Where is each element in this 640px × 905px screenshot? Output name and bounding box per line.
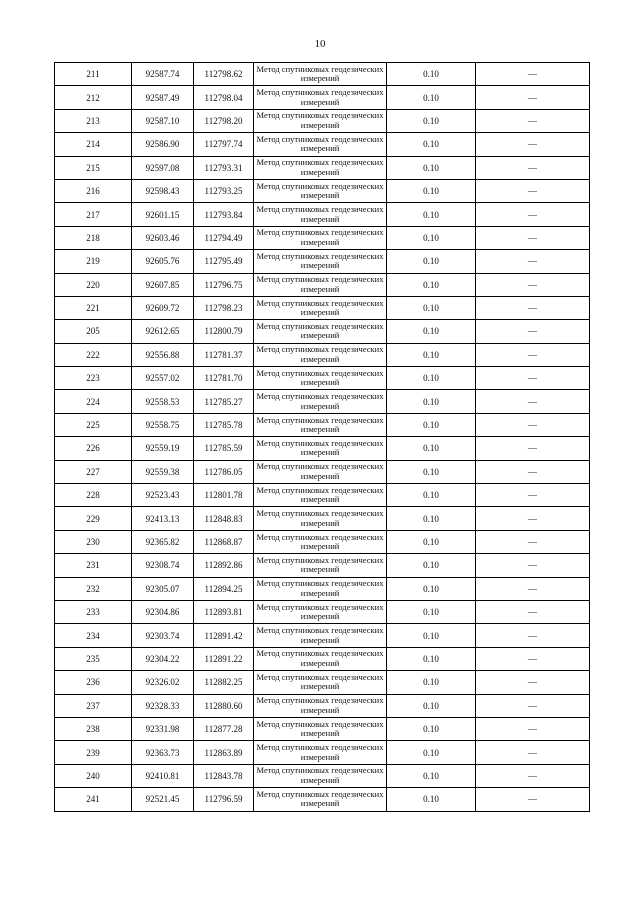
description-cell: — (476, 507, 590, 530)
table-row (55, 250, 590, 273)
description-cell: — (476, 624, 590, 647)
y-coordinate-cell: 112801.78 (194, 484, 254, 507)
accuracy-cell: 0.10 (387, 86, 476, 109)
point-number-cell: 241 (55, 788, 132, 811)
description-cell: — (476, 413, 590, 436)
method-cell: Метод спутниковых геодезических измерений (254, 156, 387, 179)
y-coordinate-cell: 112793.31 (194, 156, 254, 179)
point-number-cell: 216 (55, 179, 132, 202)
accuracy-cell: 0.10 (387, 624, 476, 647)
point-number-cell: 227 (55, 460, 132, 483)
method-cell: Метод спутниковых геодезических измерений (254, 741, 387, 764)
y-coordinate-cell: 112868.87 (194, 530, 254, 553)
x-coordinate-cell: 92607.85 (132, 273, 194, 296)
point-number-cell: 226 (55, 437, 132, 460)
accuracy-cell: 0.10 (387, 507, 476, 530)
x-coordinate-cell: 92304.86 (132, 600, 194, 623)
point-number-cell: 229 (55, 507, 132, 530)
accuracy-cell: 0.10 (387, 273, 476, 296)
accuracy-cell: 0.10 (387, 320, 476, 343)
accuracy-cell: 0.10 (387, 788, 476, 811)
y-coordinate-cell: 112848.83 (194, 507, 254, 530)
description-cell: — (476, 577, 590, 600)
y-coordinate-cell: 112796.59 (194, 788, 254, 811)
x-coordinate-cell: 92410.81 (132, 764, 194, 787)
table-row (55, 624, 590, 647)
method-cell: Метод спутниковых геодезических измерений (254, 624, 387, 647)
point-number-cell: 235 (55, 647, 132, 670)
method-cell: Метод спутниковых геодезических измерений (254, 86, 387, 109)
point-number-cell: 211 (55, 63, 132, 86)
accuracy-cell: 0.10 (387, 63, 476, 86)
table-row (55, 343, 590, 366)
description-cell: — (476, 694, 590, 717)
y-coordinate-cell: 112891.42 (194, 624, 254, 647)
x-coordinate-cell: 92586.90 (132, 133, 194, 156)
x-coordinate-cell: 92609.72 (132, 296, 194, 319)
description-cell: — (476, 296, 590, 319)
x-coordinate-cell: 92605.76 (132, 250, 194, 273)
description-cell: — (476, 250, 590, 273)
table-row (55, 320, 590, 343)
point-number-cell: 231 (55, 554, 132, 577)
x-coordinate-cell: 92587.10 (132, 109, 194, 132)
x-coordinate-cell: 92556.88 (132, 343, 194, 366)
x-coordinate-cell: 92558.53 (132, 390, 194, 413)
y-coordinate-cell: 112785.78 (194, 413, 254, 436)
accuracy-cell: 0.10 (387, 367, 476, 390)
accuracy-cell: 0.10 (387, 203, 476, 226)
method-cell: Метод спутниковых геодезических измерений (254, 133, 387, 156)
x-coordinate-cell: 92328.33 (132, 694, 194, 717)
accuracy-cell: 0.10 (387, 250, 476, 273)
accuracy-cell: 0.10 (387, 226, 476, 249)
point-number-cell: 217 (55, 203, 132, 226)
point-number-cell: 220 (55, 273, 132, 296)
x-coordinate-cell: 92413.13 (132, 507, 194, 530)
table-row (55, 413, 590, 436)
x-coordinate-cell: 92523.43 (132, 484, 194, 507)
x-coordinate-cell: 92304.22 (132, 647, 194, 670)
table-row (55, 437, 590, 460)
y-coordinate-cell: 112793.25 (194, 179, 254, 202)
point-number-cell: 214 (55, 133, 132, 156)
accuracy-cell: 0.10 (387, 764, 476, 787)
x-coordinate-cell: 92587.74 (132, 63, 194, 86)
x-coordinate-cell: 92326.02 (132, 671, 194, 694)
x-coordinate-cell: 92559.38 (132, 460, 194, 483)
point-number-cell: 234 (55, 624, 132, 647)
table-row (55, 133, 590, 156)
table-row (55, 296, 590, 319)
point-number-cell: 239 (55, 741, 132, 764)
table-row (55, 577, 590, 600)
table-row (55, 741, 590, 764)
description-cell: — (476, 179, 590, 202)
description-cell: — (476, 600, 590, 623)
description-cell: — (476, 741, 590, 764)
table-row (55, 694, 590, 717)
table-row (55, 554, 590, 577)
y-coordinate-cell: 112797.74 (194, 133, 254, 156)
method-cell: Метод спутниковых геодезических измерений (254, 367, 387, 390)
description-cell: — (476, 203, 590, 226)
page-number: 10 (314, 38, 326, 50)
description-cell: — (476, 320, 590, 343)
x-coordinate-cell: 92603.46 (132, 226, 194, 249)
description-cell: — (476, 367, 590, 390)
table-row (55, 390, 590, 413)
x-coordinate-cell: 92612.65 (132, 320, 194, 343)
accuracy-cell: 0.10 (387, 694, 476, 717)
method-cell: Метод спутниковых геодезических измерений (254, 788, 387, 811)
accuracy-cell: 0.10 (387, 133, 476, 156)
point-number-cell: 212 (55, 86, 132, 109)
method-cell: Метод спутниковых геодезических измерений (254, 320, 387, 343)
point-number-cell: 205 (55, 320, 132, 343)
point-number-cell: 225 (55, 413, 132, 436)
y-coordinate-cell: 112781.37 (194, 343, 254, 366)
method-cell: Метод спутниковых геодезических измерений (254, 250, 387, 273)
x-coordinate-cell: 92559.19 (132, 437, 194, 460)
table-row (55, 109, 590, 132)
point-number-cell: 238 (55, 717, 132, 740)
point-number-cell: 215 (55, 156, 132, 179)
method-cell: Метод спутниковых геодезических измерений (254, 343, 387, 366)
y-coordinate-cell: 112786.05 (194, 460, 254, 483)
table-body (55, 63, 590, 812)
method-cell: Метод спутниковых геодезических измерений (254, 484, 387, 507)
point-number-cell: 222 (55, 343, 132, 366)
point-number-cell: 233 (55, 600, 132, 623)
y-coordinate-cell: 112798.62 (194, 63, 254, 86)
x-coordinate-cell: 92363.73 (132, 741, 194, 764)
accuracy-cell: 0.10 (387, 156, 476, 179)
point-number-cell: 232 (55, 577, 132, 600)
method-cell: Метод спутниковых геодезических измерений (254, 413, 387, 436)
y-coordinate-cell: 112798.23 (194, 296, 254, 319)
accuracy-cell: 0.10 (387, 717, 476, 740)
table-row (55, 367, 590, 390)
description-cell: — (476, 764, 590, 787)
method-cell: Метод спутниковых геодезических измерений (254, 203, 387, 226)
accuracy-cell: 0.10 (387, 577, 476, 600)
accuracy-cell: 0.10 (387, 554, 476, 577)
accuracy-cell: 0.10 (387, 109, 476, 132)
method-cell: Метод спутниковых геодезических измерений (254, 296, 387, 319)
x-coordinate-cell: 92521.45 (132, 788, 194, 811)
y-coordinate-cell: 112796.75 (194, 273, 254, 296)
accuracy-cell: 0.10 (387, 530, 476, 553)
y-coordinate-cell: 112893.81 (194, 600, 254, 623)
point-number-cell: 213 (55, 109, 132, 132)
description-cell: — (476, 390, 590, 413)
point-number-cell: 236 (55, 671, 132, 694)
point-number-cell: 237 (55, 694, 132, 717)
table-row (55, 179, 590, 202)
description-cell: — (476, 226, 590, 249)
accuracy-cell: 0.10 (387, 296, 476, 319)
accuracy-cell: 0.10 (387, 484, 476, 507)
table-row (55, 273, 590, 296)
table-row (55, 600, 590, 623)
method-cell: Метод спутниковых геодезических измерений (254, 507, 387, 530)
x-coordinate-cell: 92303.74 (132, 624, 194, 647)
point-number-cell: 224 (55, 390, 132, 413)
point-number-cell: 223 (55, 367, 132, 390)
y-coordinate-cell: 112793.84 (194, 203, 254, 226)
point-number-cell: 240 (55, 764, 132, 787)
method-cell: Метод спутниковых геодезических измерений (254, 109, 387, 132)
description-cell: — (476, 343, 590, 366)
point-number-cell: 228 (55, 484, 132, 507)
y-coordinate-cell: 112785.27 (194, 390, 254, 413)
accuracy-cell: 0.10 (387, 600, 476, 623)
y-coordinate-cell: 112794.49 (194, 226, 254, 249)
y-coordinate-cell: 112781.70 (194, 367, 254, 390)
x-coordinate-cell: 92558.75 (132, 413, 194, 436)
method-cell: Метод спутниковых геодезических измерений (254, 694, 387, 717)
y-coordinate-cell: 112880.60 (194, 694, 254, 717)
description-cell: — (476, 460, 590, 483)
table-row (55, 764, 590, 787)
accuracy-cell: 0.10 (387, 741, 476, 764)
point-number-cell: 219 (55, 250, 132, 273)
description-cell: — (476, 671, 590, 694)
table-row (55, 203, 590, 226)
method-cell: Метод спутниковых геодезических измерений (254, 530, 387, 553)
accuracy-cell: 0.10 (387, 671, 476, 694)
accuracy-cell: 0.10 (387, 647, 476, 670)
y-coordinate-cell: 112785.59 (194, 437, 254, 460)
method-cell: Метод спутниковых геодезических измерений (254, 390, 387, 413)
method-cell: Метод спутниковых геодезических измерений (254, 554, 387, 577)
method-cell: Метод спутниковых геодезических измерений (254, 671, 387, 694)
description-cell: — (476, 156, 590, 179)
accuracy-cell: 0.10 (387, 179, 476, 202)
accuracy-cell: 0.10 (387, 460, 476, 483)
y-coordinate-cell: 112800.79 (194, 320, 254, 343)
coordinates-table (54, 62, 590, 812)
x-coordinate-cell: 92365.82 (132, 530, 194, 553)
method-cell: Метод спутниковых геодезических измерений (254, 460, 387, 483)
y-coordinate-cell: 112882.25 (194, 671, 254, 694)
x-coordinate-cell: 92587.49 (132, 86, 194, 109)
method-cell: Метод спутниковых геодезических измерений (254, 647, 387, 670)
table-row (55, 63, 590, 86)
table-row (55, 226, 590, 249)
description-cell: — (476, 647, 590, 670)
description-cell: — (476, 530, 590, 553)
description-cell: — (476, 86, 590, 109)
description-cell: — (476, 63, 590, 86)
y-coordinate-cell: 112795.49 (194, 250, 254, 273)
description-cell: — (476, 437, 590, 460)
method-cell: Метод спутниковых геодезических измерений (254, 717, 387, 740)
x-coordinate-cell: 92597.08 (132, 156, 194, 179)
description-cell: — (476, 133, 590, 156)
y-coordinate-cell: 112843.78 (194, 764, 254, 787)
x-coordinate-cell: 92305.07 (132, 577, 194, 600)
table-row (55, 717, 590, 740)
y-coordinate-cell: 112894.25 (194, 577, 254, 600)
method-cell: Метод спутниковых геодезических измерений (254, 226, 387, 249)
table-row (55, 671, 590, 694)
accuracy-cell: 0.10 (387, 413, 476, 436)
accuracy-cell: 0.10 (387, 343, 476, 366)
table-row (55, 788, 590, 811)
method-cell: Метод спутниковых геодезических измерений (254, 600, 387, 623)
table-row (55, 530, 590, 553)
accuracy-cell: 0.10 (387, 437, 476, 460)
description-cell: — (476, 717, 590, 740)
description-cell: — (476, 484, 590, 507)
x-coordinate-cell: 92598.43 (132, 179, 194, 202)
accuracy-cell: 0.10 (387, 390, 476, 413)
method-cell: Метод спутниковых геодезических измерений (254, 273, 387, 296)
method-cell: Метод спутниковых геодезических измерений (254, 63, 387, 86)
point-number-cell: 230 (55, 530, 132, 553)
method-cell: Метод спутниковых геодезических измерений (254, 437, 387, 460)
y-coordinate-cell: 112891.22 (194, 647, 254, 670)
y-coordinate-cell: 112877.28 (194, 717, 254, 740)
table-row (55, 86, 590, 109)
y-coordinate-cell: 112798.04 (194, 86, 254, 109)
method-cell: Метод спутниковых геодезических измерений (254, 577, 387, 600)
x-coordinate-cell: 92557.02 (132, 367, 194, 390)
table-row (55, 507, 590, 530)
description-cell: — (476, 554, 590, 577)
description-cell: — (476, 788, 590, 811)
table-row (55, 647, 590, 670)
method-cell: Метод спутниковых геодезических измерений (254, 764, 387, 787)
point-number-cell: 221 (55, 296, 132, 319)
table-row (55, 460, 590, 483)
x-coordinate-cell: 92308.74 (132, 554, 194, 577)
y-coordinate-cell: 112892.86 (194, 554, 254, 577)
description-cell: — (476, 109, 590, 132)
point-number-cell: 218 (55, 226, 132, 249)
method-cell: Метод спутниковых геодезических измерений (254, 179, 387, 202)
y-coordinate-cell: 112798.20 (194, 109, 254, 132)
table-row (55, 156, 590, 179)
x-coordinate-cell: 92601.15 (132, 203, 194, 226)
y-coordinate-cell: 112863.89 (194, 741, 254, 764)
description-cell: — (476, 273, 590, 296)
x-coordinate-cell: 92331.98 (132, 717, 194, 740)
table-row (55, 484, 590, 507)
